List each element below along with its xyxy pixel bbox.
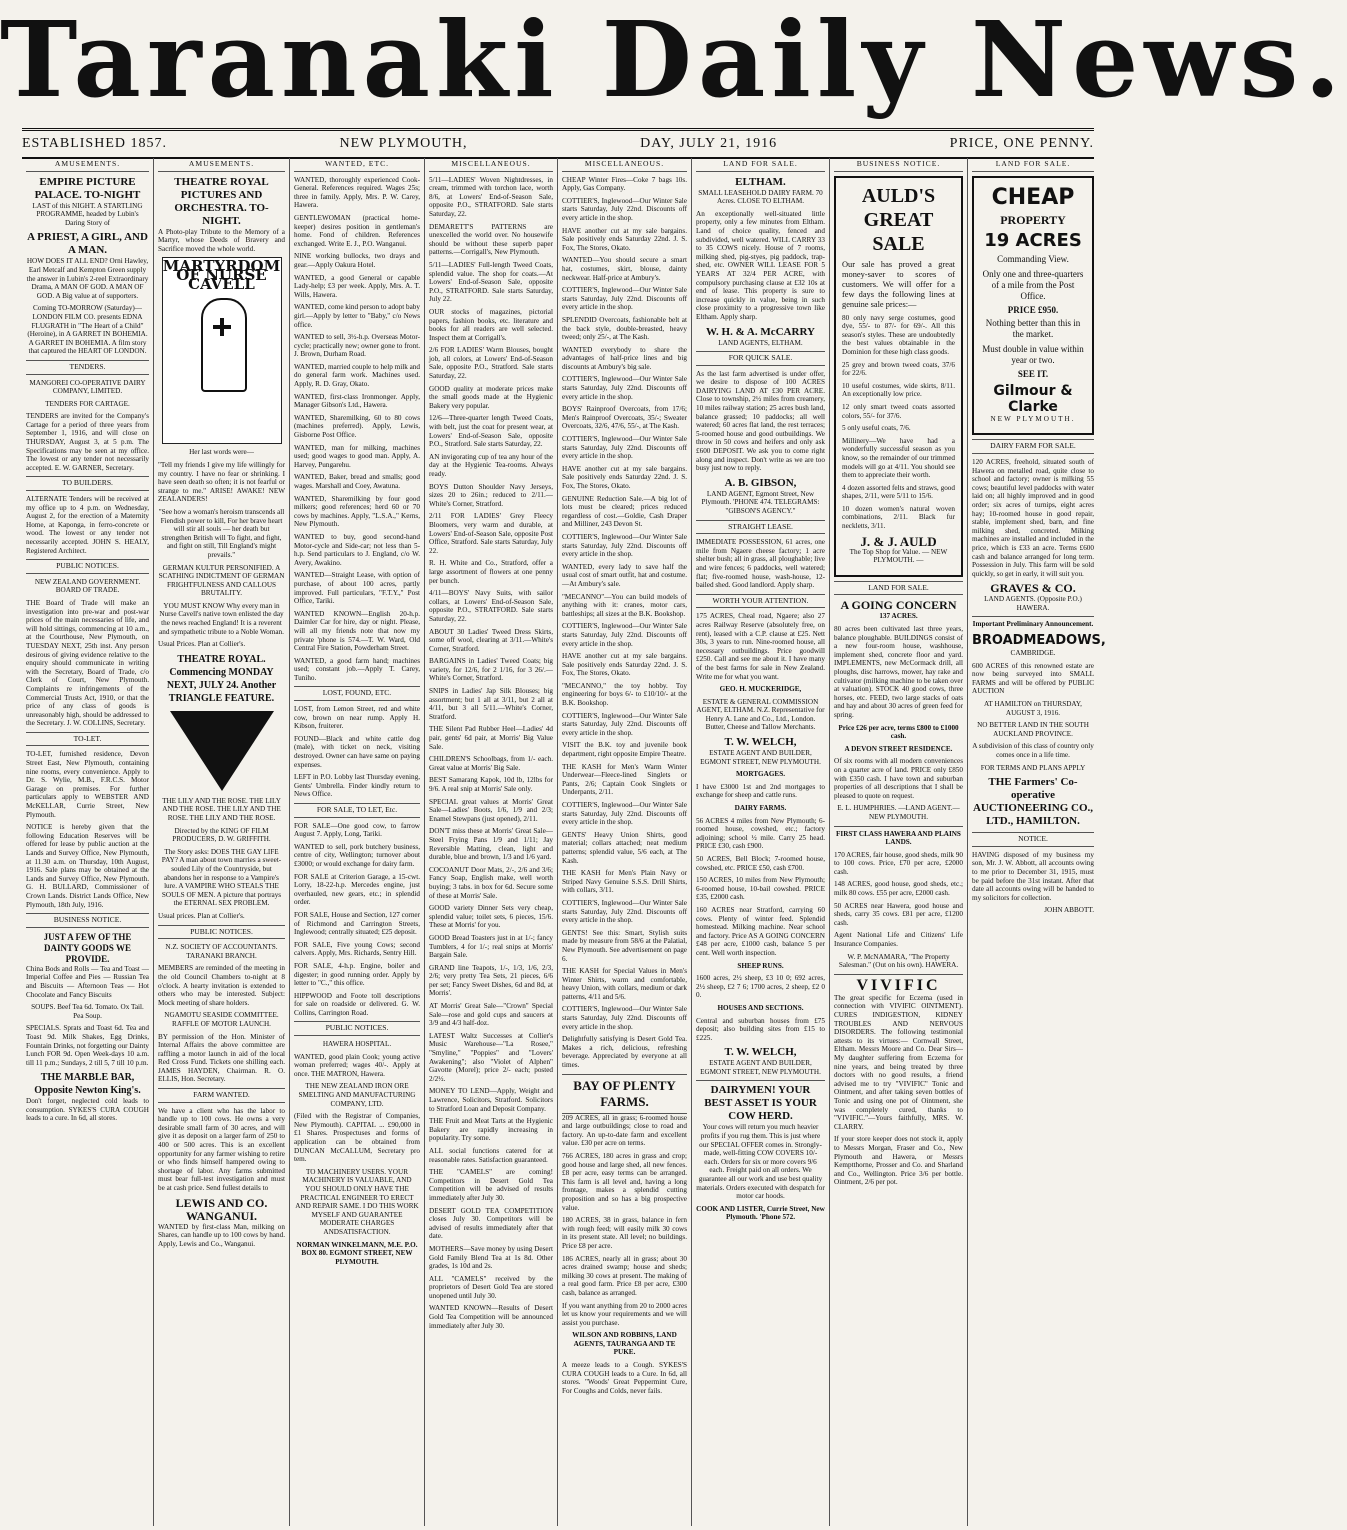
column-amusements-1: [22, 158, 154, 1526]
ad-text: THE LILY AND THE ROSE. THE LILY AND THE ROSE. THE LILY AND THE ROSE. THE LILY AND THE ROSE.: [162, 796, 281, 823]
classified-ad: "MECANNO," the toy hobby. Toy engineering for boys 6/- to £10/10/- at the B.K. Bookshop.: [562, 681, 687, 708]
ad-heading: DAIRYMEN! YOUR BEST ASSET IS YOUR COW HERD.: [696, 1080, 825, 1123]
ad-text: Coming TO-MORROW (Saturday)—LONDON FILM CO. presents EDNA FLUGRATH in "The Heart of a Child" (Heroine), in A GARRET IN BOHEMIA. A GARRET IN BOHEMIA. A film story that captured the HEART OF LONDON.: [27, 304, 148, 356]
ad-heading: ELTHAM.: [735, 175, 786, 188]
ad-text: We have a client who has the labor to handle up to 100 cows. He owns a very desirable small farm of 30 acres, and will give it as deposit on a larger farm of 250 to 400 or 500 acres. This is an excellent opportunity for any farmer wishing to retire or who finds himself hampered owing to shortage of labor. Any farms submitted must bear full-test investigation and must be at cash price. Send fullest details to: [158, 1106, 285, 1192]
ad-heading: THE NEW ZEALAND IRON ORE SMELTING AND MANUFACTURING COMPANY, LTD.: [298, 1082, 416, 1108]
classified-ad: THE KASH for Men's Warm Winter Underwear—Fleece-lined Singlets or Pants, 2/6; Captain Cook Singlets or Underpants, 2/11.: [562, 762, 687, 797]
classified-ad: THE KASH for Special Values in Men's Winter Shirts, warm and comfortable, heavy Union, with collars, medium or dark patterns, 4/11 and 5/6.: [562, 967, 687, 1001]
ad-heading: THE MARBLE BAR, Opposite Newton King's.: [34, 1072, 141, 1097]
ad-text: PRICE £950.: [1007, 304, 1059, 315]
dateline: [22, 128, 1094, 159]
classified-ad: WANTED, every lady to save half the usual cost of smart outfit, hat and costume.—At Ambury's sale.: [562, 562, 687, 588]
ad-heading: Important Preliminary Announcement.: [972, 616, 1094, 629]
classified-ad: FOR SALE at Criterion Garage, a 15-cwt. Lorry, 18-22-h.p. Mercedes engine, just overhauled, new gears, etc.; in splendid order.: [294, 872, 420, 907]
ad-text: TO MACHINERY USERS. YOUR MACHINERY IS VALUABLE, AND YOU SHOULD ONLY HAVE THE PRACTICAL ENGINEER TO ERECT AND REPAIR SAME. I DO THIS WORK MYSELF AND GUARANTEE MODERATE CHARGES ANDSATISFACTION.: [295, 1167, 419, 1236]
section-heading: TO-LET.: [26, 732, 149, 747]
ad-text: GERMAN KULTUR PERSONIFIED. A SCATHING INDICTMENT OF GERMAN FRIGHTFULNESS AND CALLOUS BRUTALITY.: [158, 563, 285, 598]
classified-ad: COTTIER'S, Inglewood—Our Winter Sale starts Saturday, July 22nd. Discounts off every article in the shop.: [562, 532, 687, 559]
classified-ad: WANTED—You should secure a smart hat, costumes, skirt, blouse, dainty neckwear. Half-price at Ambury's.: [562, 256, 687, 282]
ad-heading: FIRST CLASS HAWERA AND PLAINS LANDS.: [834, 826, 963, 847]
ad-text: Agent National Life and Citizens' Life Insurance Companies.: [834, 931, 963, 949]
wanted-ads: [294, 176, 420, 683]
ad-heading: BROADMEADOWS,: [972, 633, 1106, 649]
section-heading: LOST, FOUND, ETC.: [294, 686, 420, 701]
ad-heading: W. H. & A. McCARRY: [706, 325, 815, 338]
column-heading: WANTED, ETC.: [294, 160, 420, 172]
classified-ad: 2/11 FOR LADIES' Grey Fleecy Bloomers, very warm and durable, at Lowers' End-of-Season Sale, opposite Post Office, Stratford. Sale starts Saturday, July 22.: [429, 512, 553, 555]
column-miscellaneous-2: [558, 158, 692, 1526]
section-heading: STRAIGHT LEASE.: [696, 520, 825, 535]
ad-text: Usual Prices. Plan at Collier's.: [158, 640, 246, 649]
classified-ad: WANTED to sell, pork butchery business, centre of city, Wellington; turnover about £3000; or would exchange for dairy farm.: [294, 842, 420, 868]
classified-ad: COTTIER'S, Inglewood—Our Winter Sale starts Saturday, July 22nd. Discounts off every article in the shop.: [562, 711, 687, 737]
classified-ad: 160 ACRES near Stratford, carrying 60 cows. Plenty of winter feed. Splendid homestead. Milking machine. Near school and factory. Price AS A GOING CONCERN £48 per acre, £1000 cash, balance 5 per cent. Well worth inspection.: [696, 905, 825, 957]
column-heading: BUSINESS NOTICE.: [834, 160, 963, 172]
ad-heading: NEW ZEALAND GOVERNMENT. BOARD OF TRADE.: [34, 577, 141, 595]
classified-ad: NINE working bullocks, two drays and gear.—Apply Oakura Hotel.: [294, 252, 420, 269]
nurse-cavell-illustration: [162, 257, 282, 444]
ad-text: NEW PLYMOUTH.: [990, 414, 1076, 423]
ad-text: CAMBRIDGE.: [1010, 649, 1056, 658]
column-heading: MISCELLANEOUS.: [562, 160, 687, 172]
ad-text: The Top Shop for Value. — NEW PLYMOUTH. —: [849, 547, 948, 565]
price-text: PRICE, ONE PENNY.: [949, 136, 1094, 151]
section-heading: FOR QUICK SALE.: [696, 351, 825, 366]
ad-heading: EMPIRE PICTURE PALACE. TO-NIGHT: [34, 175, 141, 201]
ad-text: As the last farm advertised is under offer, we desire to dispose of 100 ACRES DAIRYING LAND AT £30 PER ACRE. Close to township, 2½ miles from creamery, 10 miles railway station; 25 acres bush land, balance grassed; 10 paddocks; all well watered; 60 acres flat land, the rest terraces; 5-roomed house and good outbuildings. We throw in 50 cows and heifers and only ask £600 DEPOSIT. We ask you to come right along and inspect. Don't write as we are too busy just now to reply.: [696, 369, 825, 473]
classified-ad: 2/6 FOR LADIES' Warm Blouses, bought job, all colors, at Lowers' End-of-Season Sale, opposite P.O., Stratford. Sale starts Saturday, 22.: [429, 346, 553, 381]
classified-ad: 50 ACRES, Bell Block; 7-roomed house, cowshed, etc. PRICE £50, cash £700.: [696, 855, 825, 872]
place-text: NEW PLYMOUTH,: [339, 136, 468, 151]
ad-heading: NORMAN WINKELMANN, M.E. P.O. BOX 80. EGMONT STREET, NEW PLYMOUTH.: [296, 1240, 418, 1266]
classified-ad: WANTED, first-class Ironmonger. Apply, Manager Gibson's Ltd., Hawera.: [294, 392, 420, 410]
classified-ad: LOST, from Lemon Street, red and white cow, brown on near rump. Apply H. Kibson, fruiterer.: [294, 705, 420, 731]
ad-text: Nothing better than this in the market.: [985, 318, 1081, 340]
classified-ad: AT Morris' Great Sale—"Crown" Special Sale—rose and gold cups and saucers at 3/9 and 4/3 half-doz.: [429, 1002, 553, 1028]
ad-heading: MORTGAGES.: [735, 770, 786, 779]
triangle-logo: [170, 711, 274, 791]
ad-heading: LEWIS AND CO. WANGANUI.: [175, 1195, 268, 1223]
ad-text: Usual prices. Plan at Collier's.: [158, 911, 245, 920]
ad-heading: THEATRE ROYAL PICTURES AND ORCHESTRA. TO-NIGHT.: [174, 175, 269, 227]
ad-heading: COOK AND LISTER, Currie Street, New Plymouth. 'Phone 572.: [696, 1204, 825, 1222]
column-heading: AMUSEMENTS.: [26, 160, 149, 172]
sale-item: 10 dozen women's natural woven combinations, 2/11. Black fur neckletts, 3/11.: [842, 504, 955, 531]
column-land-for-sale-2: [968, 158, 1106, 1526]
ad-text: JOHN ABBOTT.: [1044, 906, 1094, 915]
section-heading: PUBLIC NOTICES.: [294, 1021, 420, 1036]
ad-heading: JUST A FEW OF THE DAINTY GOODS WE PROVIDE.: [43, 931, 132, 964]
classified-ad: COTTIER'S, Inglewood—Our Winter Sale starts Saturday, July 22nd. Discounts off every article in the shop.: [562, 375, 687, 401]
ad-text: I have £3000 1st and 2nd mortgages to exchange for sheep and cattle runs.: [696, 782, 825, 800]
section-heading: DAIRY FARM FOR SALE.: [972, 439, 1094, 454]
ad-heading: A GOING CONCERN: [840, 598, 957, 613]
classified-ad: AN invigorating cup of tea any hour of the day at the Hygienic Tea-rooms. Always ready.: [429, 452, 553, 478]
ad-heading: Price £26 per acre, terms £800 to £1000 cash.: [838, 723, 959, 741]
ad-text: Must double in value within year or two.: [982, 344, 1084, 366]
ad-text: 120 ACRES, freehold, situated south of Hawera on metalled road, quite close to school and factory; owner is milking 55 cows; beautiful level paddocks with water laid on; all highly improved and in good order; six acres of turnips, eight acres hay; 10-roomed house in good repair, stable, implement shed, barn, and fine milking shed, concreted. Milking machines are installed and included in the price, which is £33 an acre. Terms £600 cash and balance arranged for long term. Possession in July. This farm will be sold quickly, so get in early, it will suit you.: [972, 457, 1094, 578]
cheap-property-box: [972, 176, 1094, 436]
classified-ad: WANTED, thoroughly experienced Cook-General. References required. Wages 25s; three in family. Apply, Mrs. P. W. Carey, Hawera.: [294, 175, 420, 210]
ad-heading: J. & J. AULD: [860, 533, 937, 549]
ad-heading: VIVIFIC: [834, 974, 963, 994]
section-heading: FARM WANTED.: [158, 1088, 285, 1103]
ad-text: MEMBERS are reminded of the meeting in the old Council Chambers to-night at 8 o'clock. A hearty invitation is extended to others who may be interested. Subject: Mock meeting of share holders.: [158, 964, 285, 1007]
section-heading: TO BUILDERS.: [26, 476, 149, 491]
nurse-figure: [201, 298, 247, 392]
ad-text: Of six rooms with all modern conveniences on a quarter acre of land. PRICE only £850 with £350 cash. I have town and suburban properties of all descriptions that I shall be pleased to quote on request.: [834, 757, 963, 800]
ad-text: YOU MUST KNOW Why every man in Nurse Cavell's native town enlisted the day the news reached England! It is a reverent and sympathetic tribute to a Noble Woman.: [159, 601, 284, 636]
ad-text: Commanding View.: [997, 253, 1069, 264]
classified-ad: FOR SALE, 4-h.p. Engine, boiler and digester; in good running order. Apply by letter to "C.," this office.: [294, 961, 420, 988]
ad-text: 600 ACRES of this renowned estate are now being surveyed into SMALL FARMS and will be offered by PUBLIC AUCTION: [972, 661, 1094, 696]
classified-ad: COTTIER'S, Inglewood—Our Winter Sale starts Saturday, July 22nd. Discounts off every article in the shop.: [562, 622, 687, 648]
ad-text: A Photo-play Tribute to the Memory of a Martyr, whose Deeds of Bravery and Sacrifice moved the whole world.: [158, 227, 285, 253]
classified-ad: SPLENDID Overcoats, fashionable belt at the back style, double-breasted, heavy tweed; only 25/-, at The Kash.: [562, 315, 687, 342]
classified-ad: R. H. White and Co., Stratford, offer a large assortment of flowers at one penny per bunch.: [429, 559, 553, 585]
ad-text: If your store keeper does not stock it, apply to Messrs Morgan, Fraser and Co., New Plymouth and Hawera, or Messrs Kemptthorne, Prosser and Co. and Sharland and Co., Wellington. Price 3/6 per bottle. Ointment, 2/6 per pot.: [834, 1135, 963, 1187]
classified-ad: THE KASH for Men's Plain Navy or Striped Navy Genuine S.S.S. Drill Shirts, with collars, 3/11.: [562, 869, 687, 895]
ad-text: SEE IT.: [1017, 369, 1049, 380]
classified-ad: WANTED to sell, 3½-h.p. Overseas Motor-cycle; practically new; owner gone to front. J. Brown, Durham Road.: [294, 333, 420, 359]
ad-text: An exceptionally well-situated little property, only a few minutes from Eltham. Land of choice quality, fenced and subdivided, well watered. WILL CARRY 33 to 35 COWS nicely. House of 7 rooms, milking shed, pig-styes, pig paddock, trap-shed, etc. OWNER WILL LEASE FOR 5 YEARS AT 32/4 PER ACRE, with compulsory purchasing clause at £32 10s at end of lease. This property is sure to increase quickly in value, being in such close proximity to a progressive town like Eltham. Apply sharp.: [696, 209, 825, 321]
classified-ad: 766 ACRES, 180 acres in grass and crop; good house and large shed, all new fences. £8 per acre, easy terms can be arranged. This farm is all level and, having a long frontage, makes a splendid cutting proposition and so has a big prospective value.: [562, 1152, 687, 1212]
columns: [22, 158, 1106, 1526]
ad-heading: HOUSES AND SECTIONS.: [717, 1003, 804, 1012]
classified-ad: Delightfully satisfying is Desert Gold Tea. Makes a rich, delicious, refreshing beverage. Appreciated by everyone at all times.: [562, 1035, 687, 1070]
classified-ad: WANTED, come kind person to adopt baby girl.—Apply by letter to "Baby," c/o News office.: [294, 303, 420, 329]
classified-ad: WANTED, a good farm hand; machines used; constant job.—Apply T. Carey, Tuniho.: [294, 656, 420, 682]
classified-ad: HAVE another cut at my sale bargains. Sale positively ends Saturday 22nd. J. S. Fox, The Stores, Okato.: [562, 464, 687, 490]
classified-ad: MOTHERS—Save money by using Desert Gold Family Blend Tea at 1s 8d. Other grades, 1s 10d and 2s.: [429, 1244, 553, 1271]
ad-text: SOUPS. Beef Tea 6d. Tomato. Ox Tail. Pea Soup.: [31, 1003, 144, 1020]
classified-ad: FOR SALE, Five young Cows; second calvers. Apply, Mrs. Richards, Sentry Hill.: [294, 940, 420, 958]
classified-ad: HIPPWOOD and Foote toll descriptions for sale on roadside or delivered. G. W. Collins, Carrington Road.: [294, 991, 420, 1017]
ad-text: TENDERS are invited for the Company's Cartage for a period of three years from September 1, 1916, and will close on THURSDAY, August 3, at 5 p.m. The Specifications may be seen at my office. The lowest or any tender not necessarily accepted. E. W. GARNER, Secretary.: [26, 412, 149, 472]
classified-ad: SNIPS in Ladies' Jap Silk Blouses; big assortment; but 1 all at 3/11, but 2 all at 4/11, but 3 all 5/11.—White's Corner, Stratford.: [429, 687, 553, 721]
ad-text: Her last words were—: [189, 448, 254, 457]
classified-ad: CHEAP Winter Fires—Coke 7 bags 10s. Apply, Gas Company.: [562, 175, 687, 193]
ad-text: Don't forget, neglected cold leads to consumption. SYKES'S CURA COUGH leads to a cure. In 6d, all stores.: [26, 1097, 149, 1123]
classified-ad: BARGAINS in Ladies' Tweed Coats; big variety, for 12/6, for 2 1/16, for 3 26/.—White's Corner, Stratford.: [429, 657, 553, 683]
ad-heading: MANGOREI CO-OPERATIVE DAIRY COMPANY, LIMITED.: [29, 378, 146, 396]
ad-text: THE Board of Trade will make an investigation into pre-war and post-war prices of the main necessaries of life, and will hold sittings, commencing at 10 a.m., at the Courthouse, New Plymouth, on TUESDAY NEXT, 25th inst. Any person desirous of giving evidence relative to the enquiry should communicate in writing with the Secretary, Board of Trade, c/o Clerk of Court, New Plymouth. Complaints re infringements of the Commercial Trusts Act, 1910, or that the price of any class of goods is unreasonably high, should be addressed to the Secretary. J. W. COLLINS, Secretary.: [26, 598, 149, 728]
classified-ad: COCOANUT Door Mats, 2/-, 2/6 and 3/6; Fancy Soap, English make, well worth buying; 3 tabs. in box for 6d. Secure some of these at Morris' Sale.: [429, 865, 553, 900]
classified-ad: 50 ACRES near Hawera, good house and sheds, carry 35 cows. £81 per acre, £1200 cash.: [834, 901, 963, 927]
ad-text: AT HAMILTON on THURSDAY, AUGUST 3, 1916.: [984, 700, 1082, 717]
classified-ad: 186 ACRES, nearly all in grass; about 30 acres drained swamp; house and sheds; milking 30 cows at present. The making of a real good farm. Price £8 per acre, £300 cash, balance as arranged.: [562, 1254, 687, 1297]
classified-ad: DEMARETT'S PATTERNS are unexcelled the world over. No housewife should be without these superb paper patterns.—Corrigall's, New Plymouth.: [429, 222, 553, 257]
ad-text: LAND AGENT, Egmont Street, New Plymouth. 'PHONE 474. TELEGRAMS: "GIBSON'S AGENCY.": [701, 489, 820, 515]
classified-ad: WANTED, Sharemilking, 60 to 80 cows (machines preferred). Apply, Lewis, Gisborne Post Office.: [294, 413, 420, 440]
classified-ad: GENTS! See this: Smart, Stylish suits made by measure from 58/6 at the Palatial, New Plymouth. See advertisement on page 6.: [562, 928, 687, 963]
classified-ad: THE "CAMELS" are coming! Competitors in Desert Gold Tea Competition will be advised of results immediately after July 30.: [429, 1168, 553, 1202]
section-heading: PUBLIC NOTICES.: [26, 559, 149, 574]
ad-text: WANTED, good plain Cook; young active woman preferred; wages 40/-. Apply at once. THE MATRON, Hawera.: [294, 1052, 420, 1078]
column-land-for-sale: [692, 158, 830, 1526]
classified-ad: FOR SALE, House and Section, 127 corner of Richmond and Carrington Streets, Inglewood; centrally situated; £25 deposit.: [294, 910, 420, 937]
column-heading: LAND FOR SALE.: [972, 160, 1094, 172]
classified-ad: WANTED to buy, good second-hand Motor-cycle and Side-car; not less than 5-h.p. Send particulars to J. England, c/o W. Avery, Awakino.: [294, 532, 420, 567]
ad-text: SMALL LEASEHOLD DAIRY FARM. 70 Acres. CLOSE TO ELTHAM.: [698, 188, 823, 206]
classified-ad: 5/11—LADIES' Full-length Tweed Coats, splendid value. The shop for coats.—At Lowers' End-of-Season Sale, opposite P.O., STRATFORD. Sale starts Saturday, July 22.: [429, 260, 553, 304]
illustration-title: MARTYRDOM OF NURSE CAVELL: [162, 257, 281, 293]
aulds-sale-box: [834, 176, 963, 577]
ad-text: Central and suburban houses from £75 deposit; also building sites from £15 to £225.: [696, 1016, 825, 1042]
section-heading: TENDERS.: [26, 360, 149, 375]
classified-ad: WANTED, a good General or capable Lady-help; £3 per week. Apply, Mrs. A. T. Wills, Hawera.: [294, 273, 420, 299]
established-text: ESTABLISHED 1857.: [22, 136, 167, 151]
ad-heading: A. B. GIBSON,: [724, 476, 797, 489]
ad-text: "See how a woman's heroism transcends all Fiendish power to kill, For her brave heart will stir all souls — her death but strengthen British will To fight, and fight, and fight on still, Till England's might prevails.": [158, 507, 285, 559]
ad-text: NO BETTER LAND IN THE SOUTH AUCKLAND PROVINCE.: [977, 721, 1089, 738]
ad-text: Only one and three-quarters of a mile from the Post Office.: [982, 268, 1084, 301]
ad-heading: 19 ACRES: [984, 229, 1082, 251]
classified-ad: COTTIER'S, Inglewood—Our Winter Sale starts Saturday, July 22nd. Discounts off every article in the shop.: [562, 1005, 687, 1031]
section-heading: BUSINESS NOTICE.: [26, 913, 149, 928]
classified-ad: HAVE another cut at my sale bargains. Sale positively ends Saturday 22nd. J. S. Fox, The Stores, Okato.: [562, 226, 687, 252]
ad-heading: Gilmour & Clarke: [993, 382, 1073, 415]
sale-item: 25 grey and brown tweed coats, 37/6 for 22/6.: [842, 360, 955, 378]
classified-ad: 170 ACRES, fair house, good sheds, milk 90 to 100 cows. Price, £70 per acre, £2000 cash.: [834, 850, 963, 876]
ad-text: ESTATE & GENERAL COMMISSION AGENT, ELTHAM. N.Z. Representative for Henry A. Lane and Co., Ltd., London. Butter, Cheese and Tallow Merchants.: [696, 697, 825, 732]
ad-heading: BAY OF PLENTY FARMS.: [562, 1074, 687, 1114]
ad-heading: SHEEP RUNS.: [737, 961, 784, 970]
classified-ad: FOR SALE—One good cow, to farrow August 7. Apply, Long, Tariki.: [294, 821, 420, 839]
ad-heading: GRAVES & CO.: [990, 581, 1076, 596]
classified-ad: 180 ACRES, 38 in grass, balance in fern with rough feed; will easily milk 30 cows in its present state. All level; no buildings. Price £8 per acre.: [562, 1216, 687, 1250]
ad-text: ESTATE AGENT AND BUILDER, EGMONT STREET, NEW PLYMOUTH.: [700, 1059, 821, 1076]
classified-ad: OUR stocks of magazines, pictorial papers, fashion books, etc. literature and books for all readers are well selected. Inspect them at Corrigall's.: [429, 307, 553, 342]
ad-text: A meeze leads to a Cough. SYKES'S CURA COUGH leads to a Cure. In 6d, all stores. "Woods' Great Peppermint Cure, For Coughs and Colds, never fails.: [562, 1361, 687, 1395]
section-heading: PUBLIC NOTICES.: [158, 925, 285, 940]
classified-ad: DON'T miss these at Morris' Great Sale—Steel Frying Pans 1/9 and 1/11; Jay Reversible Matting, clean, light and durable, blue and brown, 1/3 and 1/6 yard.: [429, 827, 553, 862]
column-business-notice: [830, 158, 968, 1526]
ad-heading: THE Farmers' Co-operative AUCTIONEERING CO., LTD., HAMILTON.: [972, 776, 1094, 828]
section-heading: WORTH YOUR ATTENTION.: [696, 594, 825, 609]
column-heading: LAND FOR SALE.: [696, 160, 825, 172]
ad-text: A subdivision of this class of country only comes once in a life time.: [972, 742, 1094, 759]
column-wanted: [290, 158, 425, 1526]
classified-ad: COTTIER'S, Inglewood—Our Winter Sale starts Saturday, July 22nd. Discounts off every article in the shop.: [562, 898, 687, 925]
ad-text: WANTED by first-class Man, milking on Shares, can handle up to 100 cows by hand. Apply, Lewis and Co., Wanganui.: [158, 1222, 285, 1248]
classified-ad: VISIT the B.K. toy and juvenile book department, right opposite Empire Theatre.: [562, 741, 687, 759]
sale-item: 4 dozen assorted felts and straws, good shapes, 2/11, were 5/11 to 15/6.: [842, 483, 955, 501]
ad-heading: A DEVON STREET RESIDENCE.: [844, 744, 953, 753]
ad-heading: AULD'S GREAT SALE: [861, 184, 936, 255]
ad-text: ALTERNATE Tenders will be received at my office up to 4 p.m. on Wednesday, August 2, for the erection of a Maternity Home, at Kaponga, in ferro-concrete or wood. The lowest or any tender not necessarily accepted. JOHN S. HEALY, Registered Architect.: [26, 495, 149, 555]
ad-heading: T. W. WELCH,: [724, 736, 797, 749]
ad-text: Directed by the KING OF FILM PRODUCERS, D. W. GRIFFITH.: [172, 826, 271, 844]
red-cross-icon: [213, 318, 231, 336]
column-miscellaneous-1: [425, 158, 558, 1526]
ad-heading: HAWERA HOSPITAL.: [322, 1040, 392, 1049]
classified-ad: GOOD variety Dinner Sets very cheap, splendid value; toilet sets, 6 pieces, 15/6. These at Morris' for you.: [429, 904, 553, 930]
classified-ad: GENTLEWOMAN (practical home-keeper) desires position in gentleman's home. Fond of children. References exchanged. Write E. J., P.O. Wanganui.: [294, 213, 420, 248]
ad-text: LAST of this NIGHT. A STARTLING PROGRAMME, headed by Lubin's Daring Story of: [32, 201, 143, 227]
section-heading: NOTICE.: [972, 832, 1094, 847]
ad-text: "Tell my friends I give my life willingly for my country. I have no fear or shrinking. I have seen death so often; it is not fearful or strange to me." ARISE! AWAKE! NEW ZEALANDERS!: [158, 460, 285, 504]
column-amusements-2: [154, 158, 290, 1526]
ad-heading: N.Z. SOCIETY OF ACCOUNTANTS. TARANAKI BRANCH.: [165, 943, 278, 960]
ad-text: NOTICE is hereby given that the following Education Reserves will be offered for lease by public auction at the Lands and Survey Office, New Plymouth, at 11.30 a.m. on Thursday, 10th August, 1916. Sale plans may be obtained at the Lands and Survey Office, New Plymouth. G. H. BULLARD, Commissioner of Crown Lands. District Lands Office, New Plymouth, 18th July, 1916.: [26, 823, 149, 909]
ad-text: The Story asks: DOES THE GAY LIFE PAY? A man about town marries a sweet-souled Lily of the Countryside, but abandons her in response to a Vampire's lure. A VAMPIRE WHO STEALS THE SOULS OF MEN. A picture that portrays the ETERNAL SEX PROBLEM.: [161, 847, 282, 908]
classified-ad: GRAND line Teapots, 1/-, 1/3, 1/6, 2/3, 2/6; very pretty Tea Sets, 21 pieces, 6/6 per set; Fancy Sweet Dishes, 6d and 8d, at Morris'.: [429, 963, 553, 998]
classified-ad: LEFT in P.O. Lobby last Thursday evening, Gents' Umbrella. Finder kindly return to News Office.: [294, 773, 420, 799]
classified-ad: GOOD Bread Toasters just in at 1/-; fancy Tumblers, 4 for 1/-; real snips at Morris' Bargain Sale.: [429, 933, 553, 960]
classified-ad: BOYS Dutton Shoulder Navy Jerseys, sizes 20 to 26in.; reduced to 2/11.—White's Corner, Stratford.: [429, 482, 553, 508]
classified-ad: GOOD quality at moderate prices make the small goods made at the Hygienic Bakery very popular.: [429, 384, 553, 410]
ad-text: SPECIALS. Sprats and Toast 6d. Tea and Toast 9d. Milk Shakes, Egg Drinks, Fountain Drinks, not forgetting our Dainty Lunch FOR 9d. Open Week-days 10 a.m. till 11 p.m.; Sundays, 2 till 5, 7 till 10 p.m.: [26, 1024, 149, 1067]
classified-ad: WANTED, man for milking, machines used; good wages to good man. Apply, A. Harvey, Pungarehu.: [294, 443, 420, 469]
ad-text: The great specific for Eczema (used in connection with VIVIFIC OINTMENT). CURES INDIGESTION, KIDNEY TROUBLES AND NERVOUS DISORDERS. The following testimonial attests to its virtues:— Cornwall Street, Eltham. Messrs Moore and Co. Dear Sirs—My daughter suffering from Eczema for nine years, and being treated by three doctors with no good results, a friend advised me to try "VIVIFIC" Tonic and Ointment, and after taking seven bottles of Tonic and using one pot of Ointment, she was completely cured, thanks to "VIVIFIC."—Yours faithfully, MRS. W. CLARRY.: [834, 993, 963, 1131]
classified-ad: ABOUT 30 Ladies' Tweed Dress Skirts, some off wool, clearing at 3/11.—White's Corner, Stratford.: [429, 627, 553, 653]
ad-heading: WILSON AND ROBBINS, LAND AGENTS, TAURANGA AND TE PUKE.: [572, 1331, 677, 1357]
classified-ad: LATEST Waltz Successes at Collier's Music Warehouse—"La Rosee," "Smyline," "Poppies" and "Lovers' Awakening"; also "Violet of Alphen" Gavotte (Morel); price 2/- each; posted 2/2½.: [429, 1031, 553, 1083]
classified-ad: THE Silent Pad Rubber Heel—Ladies' 4d pair, gents' 6d pair, at Morris' Big Value Sale.: [429, 725, 553, 751]
classified-ad: MONEY TO LEND—Apply, Weight and Lawrence, Solicitors, Stratford. Solicitors to Stratford Loan and Deposit Company.: [429, 1087, 553, 1113]
ad-text: Your cows will return you much heavier profits if you rug them. This is just where our SPECIAL OFFER comes in. Strongly-made, well-fitting COW COVERS 10/- each. Orders for six or more covers 9/6 each. Freight paid on all orders. We guarantee all our work and use best quality materials. Orders executed with despatch for motor car hoods.: [696, 1123, 825, 1201]
ad-text: 80 acres been cultivated last three years, balance ploughable. BUILDINGS consist of a new four-room house, washhouse, implement shed, concrete floor and yard. IMPLEMENTS, new McCormack drill, all ploughs, disc harrows, mower, hay rake and cultivator (milking machine to be taken over at valuation). STOCK 40 good cows, three horses, etc. FEED, two large stacks of oats and hay and about 30 acres of green feed for spring.: [834, 625, 963, 719]
ad-text: BY permission of the Hon. Minister of Internal Affairs the above committee are raffling a motor launch in aid of the local Red Cross Fund. Tickets one shilling each. JAMES HAYDEN, Chairman. R. O. ELLIS, Hon. Secretary.: [158, 1032, 285, 1084]
ad-text: 175 ACRES, Cheal road, Ngaere; also 27 acres Railway Reserve (absolutely free, on rent), leased with a C.P. clause at £25. Nett 30s, 3 years to run. Nine-roomed house, all necessary outbuildings. Price goodwill £250. Call and see me about it. I have many of the best farms for sale in New Zealand. Write me for what you want.: [696, 612, 825, 681]
date-text: DAY, JULY 21, 1916: [640, 136, 778, 151]
ad-heading: T. W. WELCH,: [724, 1046, 797, 1059]
ad-text: China Bods and Rolls — Tea and Toast — Imperial Coffee and Pies — Russian Tea and Biscuits — Afternoon Teas — Hot Chocolate and Fancy Biscuits: [26, 964, 149, 999]
classified-ad: DESERT GOLD TEA COMPETITION closes July 30. Competitors will be advised of results immediately after that date.: [429, 1206, 553, 1241]
classified-ad: CHILDREN'S Schoolbags, from 1/- each. Great value at Morris' Big Sale.: [429, 755, 553, 772]
sale-item: 10 useful costumes, wide skirts, 8/11. An exceptionally low price.: [842, 381, 955, 399]
ad-text: 1600 acres, 2½ sheep, £3 10 0; 692 acres, 2½ sheep, £2 7 6; 1700 acres, 2 sheep, £2 0 0.: [696, 974, 825, 1000]
classified-ad: 209 ACRES, all in grass; 6-roomed house and large outbuildings; close to road and factory. An up-to-date farm and excellent value. £30 per acre on terms.: [562, 1113, 687, 1148]
classified-ad: WANTED, married couple to help milk and do general farm work. Machines used. Apply, R. D. Gray, Okato.: [294, 362, 420, 389]
section-heading: LAND FOR SALE.: [834, 581, 963, 596]
ad-heading: PROPERTY: [1000, 212, 1066, 227]
ad-text: E. L. HUMPHRIES. —LAND AGENT.— NEW PLYMOUTH.: [837, 804, 960, 821]
classified-ad: WANTED KNOWN—Results of Desert Gold Tea Competition will be announced immediately after July 30.: [429, 1304, 553, 1330]
classified-ad: COTTIER'S, Inglewood—Our Winter Sale starts Saturday, July 22nd. Discounts off every article in the shop.: [562, 801, 687, 827]
sale-item: 5 only useful coats, 7/6.: [842, 424, 911, 433]
ad-heading: GEO. H. MUCKERIDGE,: [719, 685, 802, 694]
classified-ad: 4/11—BOYS' Navy Suits, with sailor collars, at Lowers' End-of-Season Sale, opposite P.O., STRATFORD. Sale starts Saturday, 22.: [429, 589, 553, 623]
masthead: [0, 0, 1347, 122]
classified-ad: 5/11—LADIES' Woven Nightdresses, in cream, trimmed with torchon lace, worth 8/6, at Lowers' End-of-Season Sale, opposite P.O., STRATFORD. Sale starts Saturday, 22.: [429, 175, 553, 218]
classified-ad: ALL "CAMELS" received by the proprietors of Desert Gold Tea are stored unopened until July 30.: [429, 1274, 553, 1300]
classified-ad: "MECANNO"—You can build models of anything with it: cranes, motor cars, battleships; all sizes at the B.K. Bookshop.: [562, 592, 687, 618]
ad-text: W. P. McNAMARA, "The Property Salesman." (Out on his own). HAWERA.: [838, 952, 959, 970]
ad-heading: THEATRE ROYAL. Commencing MONDAY NEXT, JULY 24. Another TRIANGLE FEATURE.: [166, 653, 277, 704]
classified-ad: WANTED—Straight Lease, with option of purchase, of about 100 acres, partly improved. Full particulars, "F.T.Y.," Post Office, Tariki.: [294, 571, 420, 606]
ad-text: HAVING disposed of my business my son, Mr. J. W. Abbott, all accounts owing to me prior to December 31, 1915, must be paid before the 31st instant. After that date all accounts owing will be handed to my solicitors for collection.: [972, 850, 1094, 902]
sale-item: 80 only navy serge costumes, good dye, 55/- to 87/- for 69/-. All this season's styles. These are undoubtedly the best values obtainable in the Dominion for these high class goods.: [842, 313, 955, 356]
classified-ad: BOYS' Rainproof Overcoats, from 17/6; Men's Rainproof Overcoats, 35/-; Sweater Overcoats, 32/6, 47/6, 55/-, at The Kash.: [562, 405, 687, 431]
ad-heading: NGAMOTU SEASIDE COMMITTEE. RAFFLE OF MOTOR LAUNCH.: [164, 1011, 279, 1028]
classified-ad: COTTIER'S, Inglewood—Our Winter Sale starts Saturday, July 22nd. Discounts off every article in the shop.: [562, 435, 687, 461]
classified-ad: WANTED, Sharemilking by four good milkers; good references; herd 60 or 70 cows by machines. Apply, "L.S.A.," Kerns, New Plymouth.: [294, 494, 420, 529]
column-heading: AMUSEMENTS.: [158, 160, 285, 172]
column-heading: MISCELLANEOUS.: [429, 160, 553, 172]
ad-text: LAND AGENTS. (Opposite P.O.) HAWERA.: [984, 595, 1082, 612]
ad-heading: 137 ACRES.: [879, 612, 918, 621]
ad-text: FOR TERMS AND PLANS APPLY: [980, 763, 1086, 772]
classified-ad: 148 ACRES, good house, good sheds, etc.; milk 80 cows. £55 per acre, £2000 cash.: [834, 880, 963, 898]
ad-text: Our sale has proved a great money-saver to scores of customers. We will offer for a few days the following lines at genuine sale prices:—: [842, 259, 955, 309]
classified-ad: 150 ACRES, 10 miles from New Plymouth; 6-roomed house, 10-bail cowshed. PRICE £35, £2000 cash.: [696, 876, 825, 902]
classified-ad: FOUND—Black and white cattle dog (male), with ticket on neck, visiting destroyed. Owner can have same on paying expenses.: [294, 734, 420, 769]
classified-ad: WANTED everybody to share the advantages of half-price lines and big discounts at Ambury's big sale.: [562, 345, 687, 371]
sale-item: 12 only smart tweed coats assorted colors, 55/- for 37/6.: [842, 402, 955, 420]
ad-heading: DAIRY FARMS.: [734, 804, 787, 813]
ad-text: (Filed with the Registrar of Companies, New Plymouth). CAPITAL ... £90,000 in £1 Shares. Prospectuses and forms of application can be obtained from DUNCAN McCALLUM, Secretary pro tem.: [294, 1112, 420, 1164]
ad-text: If you want anything from 20 to 2000 acres let us know your requirements and we will assist you purchase.: [562, 1301, 687, 1327]
section-heading: FOR SALE, TO LET, Etc.: [294, 803, 420, 818]
classified-ad: HAVE another cut at my sale bargains. Sale positively ends Saturday 22nd. J. S. Fox, The Stores, Okato.: [562, 652, 687, 678]
classified-ad: 12/6—Three-quarter length Tweed Coats, with belt, just the coat for present wear, at Lowers' End-of-Season Sale, opposite P.O., Stratford. Sale starts Saturday, 22.: [429, 414, 553, 449]
classified-ad: BEST Samarang Kapok, 10d lb, 12lbs for 9/6. A real snip at Morris' Sale only.: [429, 776, 553, 793]
ad-text: IMMEDIATE POSSESSION, 61 acres, one mile from Ngaere cheese factory; 1 acre shelter bush; all in grass, all ploughable; live and wire fences; 6 paddocks, well watered; flat; five-roomed house, wash-house, 12-bailed shed. Good landlord. Apply sharp.: [696, 538, 825, 590]
ad-text: ESTATE AGENT AND BUILDER, EGMONT STREET, NEW PLYMOUTH.: [700, 749, 821, 766]
ad-text: HOW DOES IT ALL END? Orni Hawley, Earl Metcalf and Kempton Green supply the answer in Lubin's 2-reel Extraordinary Drama, A MAN OF GOD. A MAN OF GOD. A Big value at of supporters.: [26, 257, 149, 300]
ad-heading: CHEAP: [991, 184, 1075, 210]
classified-ad: GENUINE Reduction Sale.—A big lot of lots must be cleared; prices reduced regardless of cost.—Goldie, Cash Draper and Milliner, 243 Devon St.: [562, 494, 687, 529]
classified-ad: ALL social functions catered for at reasonable rates. Satisfaction guaranteed.: [429, 1146, 553, 1164]
newspaper-title: Taranaki Daily News.: [0, 0, 1347, 121]
classified-ad: WANTED, Baker, bread and smalls; good wages. Marshall and Coey, Awatuna.: [294, 473, 420, 490]
classified-ad: COTTIER'S, Inglewood—Our Winter Sale starts Saturday, July 22nd. Discounts off every article in the shop.: [562, 196, 687, 222]
ad-heading: A PRIEST, A GIRL, AND A MAN.: [27, 231, 148, 257]
ad-heading: TENDERS FOR CARTAGE.: [45, 399, 130, 408]
ad-text: LAND AGENTS, ELTHAM.: [718, 338, 803, 347]
classified-ad: THE Fruit and Meat Tarts at the Hygienic Bakery are rapidly increasing in popularity. Try some.: [429, 1117, 553, 1143]
ad-text: TO-LET, furnished residence, Devon Street East, New Plymouth, containing nine rooms, every convenience. Apply to Dr. S. Wylie, M.B., F.R.C.S. Motor Garage on premises. For further particulars apply to WEBSTER AND McKELLAR, Currie Street, New Plymouth.: [26, 750, 149, 819]
classified-ad: SPECIAL great values at Morris' Great Sale—Ladies' Boots, 1/6, 1/9 and 2/3; Enamel Stewpans (just opened), 2/11.: [429, 797, 553, 823]
classified-ad: GENTS' Heavy Union Shirts, good material; collars attached; neat medium patterns; splendid value, 5/6 each, at The Kash.: [562, 830, 687, 865]
classified-ad: COTTIER'S, Inglewood—Our Winter Sale starts Saturday, July 22nd. Discounts off every article in the shop.: [562, 286, 687, 312]
classified-ad: 56 ACRES 4 miles from New Plymouth; 6-roomed house, cowshed, etc.; factory adjoining; school ½ mile. Carry 25 head. PRICE £30, cash £900.: [696, 816, 825, 851]
classified-ad: WANTED KNOWN—English 20-h.p. Daimler Car for hire, day or night. Please, will all my friends note that now my private 'phone is 574.—T. W. Ward, Old Central Fire Station, Powderham Street.: [294, 609, 420, 653]
sale-item: Millinery—We have had a wonderfully successful season as you know, so the remainder of our trimmed models will go at 4/11. You should see them to appreciate their worth.: [842, 436, 955, 480]
